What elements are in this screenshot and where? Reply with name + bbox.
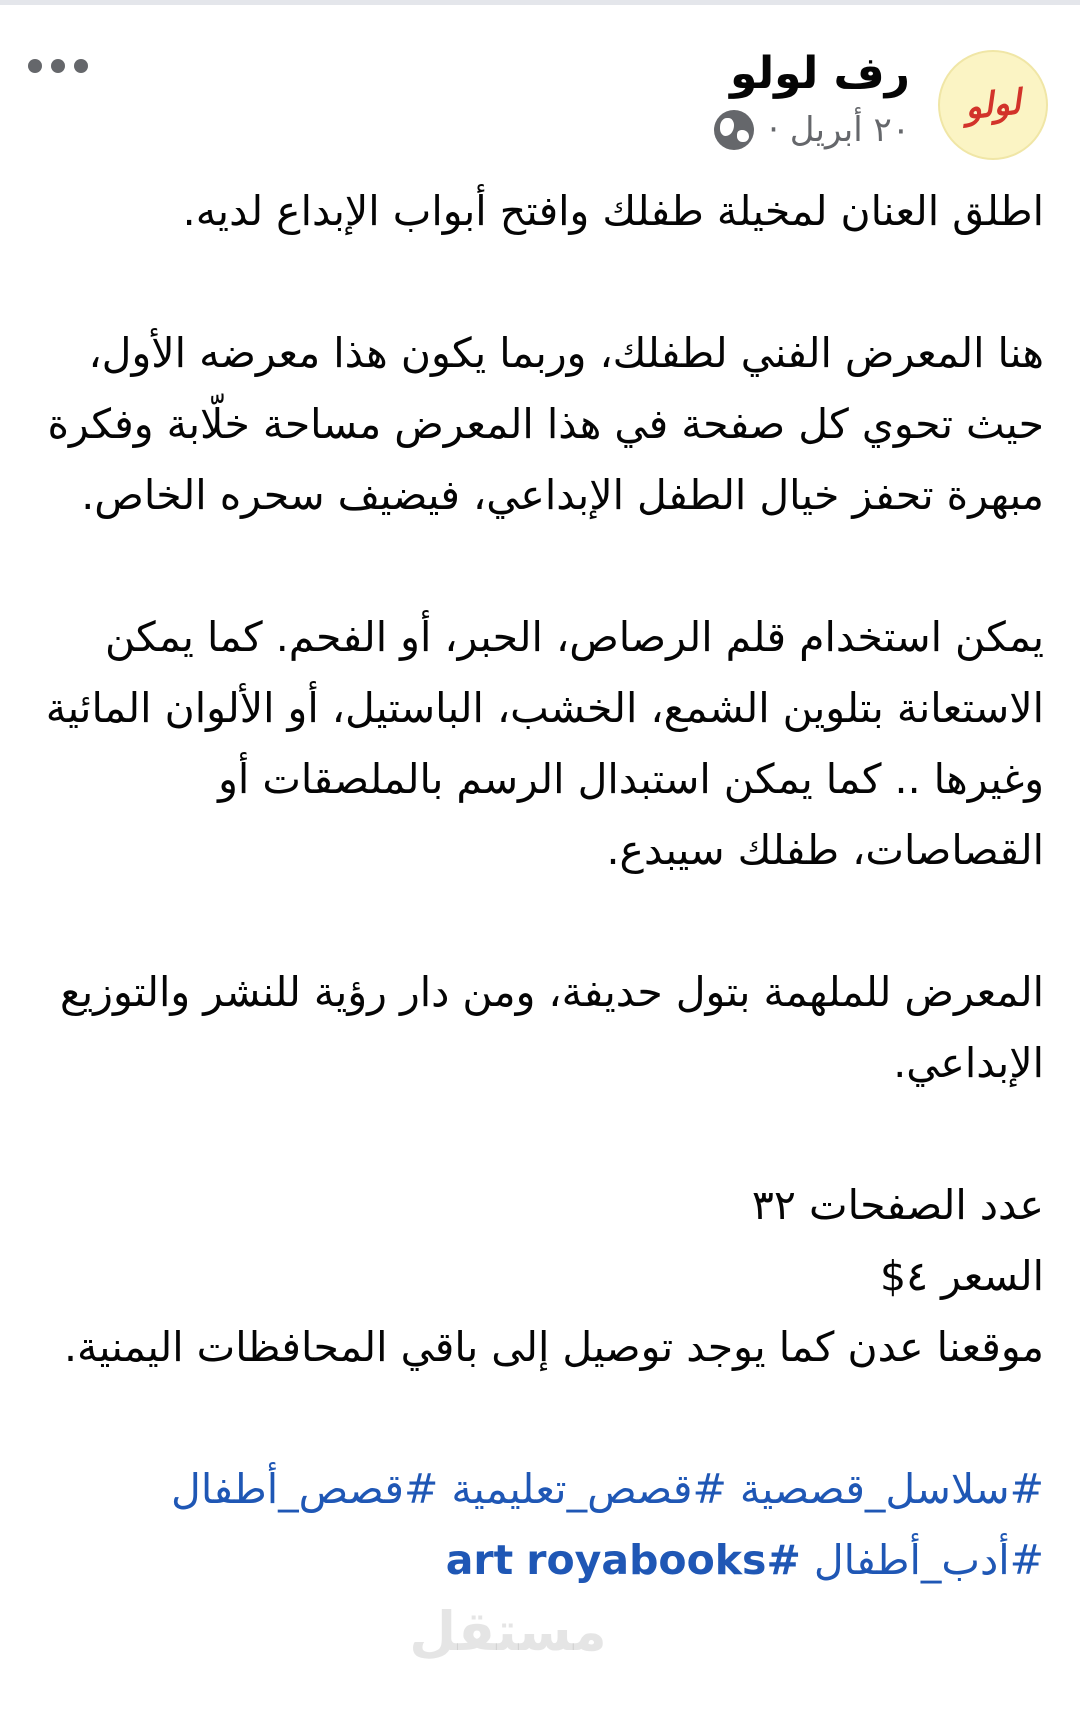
watermark: مستقل xyxy=(409,1600,607,1663)
page-avatar[interactable] xyxy=(938,50,1048,160)
post-paragraph: المعرض للملهمة بتول حديفة، ومن دار رؤية للنشر والتوزيع الإبداعي. xyxy=(59,968,1044,1087)
hashtag-link[interactable]: #سلاسل_قصصية xyxy=(739,1465,1044,1513)
page-count: عدد الصفحات ٣٢ xyxy=(751,1181,1044,1229)
top-divider xyxy=(0,0,1080,5)
post-header xyxy=(0,20,1080,160)
hashtag-link[interactable]: #قصص_تعليمية xyxy=(451,1465,727,1513)
post-date[interactable]: ٢٠ أبريل · xyxy=(768,110,910,150)
post-paragraph: اطلق العنان لمخيلة طفلك وافتح أبواب الإبداع لديه. xyxy=(182,187,1044,235)
hashtag-link[interactable]: #art xyxy=(445,1536,801,1584)
more-dot xyxy=(74,59,88,73)
hashtag-link[interactable]: #قصص_أطفال xyxy=(171,1465,439,1513)
location: موقعنا عدن كما يوجد توصيل إلى باقي المحافظات اليمنية. xyxy=(63,1323,1044,1371)
post-meta xyxy=(714,110,910,150)
hashtag-link[interactable]: #أدب_أطفال xyxy=(813,1536,1044,1584)
page-name[interactable]: رف لولو xyxy=(730,48,910,99)
more-dot xyxy=(51,59,65,73)
price: السعر ٤$ xyxy=(879,1252,1044,1300)
more-horizontal-icon[interactable] xyxy=(28,46,88,86)
hashtags xyxy=(34,1454,1044,1596)
post-paragraph: يمكن استخدام قلم الرصاص، الحبر، أو الفحم. كما يمكن الاستعانة بتلوين الشمع، الخشب، الباستيل، أو الألوان المائية وغيرها .. كما يمكن استبدال الرسم بالملصقات أو القصاصات، طفلك سيبدع. xyxy=(45,613,1044,874)
hashtag-link[interactable]: royabooks xyxy=(526,1536,767,1584)
post-paragraph: هنا المعرض الفني لطفلك، وربما يكون هذا معرضه الأول، حيث تحوي كل صفحة في هذا المعرض مساحة خلّابة وفكرة مبهرة تحفز خيال الطفل الإبداعي، فيضيف سحره الخاص. xyxy=(47,329,1044,519)
more-dot xyxy=(28,59,42,73)
avatar-logo-text: لولو xyxy=(963,82,1023,128)
globe-icon xyxy=(714,110,754,150)
post-body xyxy=(34,176,1044,1596)
